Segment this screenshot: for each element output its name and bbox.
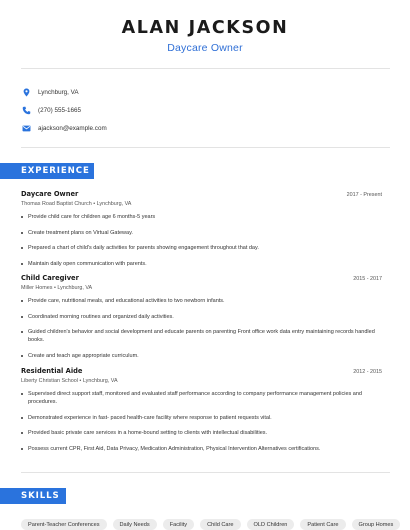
list-item: Guided children's behavior and social development and educate parents on parenting Front office work data entry maintaining records handled books. [21, 328, 382, 344]
job-employer-line: Miller Homes • Lynchburg, VA [21, 285, 93, 291]
job-dates: 2012 - 2015 [353, 369, 382, 375]
job-employer-line: Thomas Road Baptist Church • Lynchburg, VA [21, 201, 132, 207]
job-location: Lynchburg, VA [82, 378, 118, 384]
job-daycare-owner [21, 190, 382, 275]
job-title: Residential Aide [21, 367, 83, 375]
candidate-name: ALAN JACKSON [121, 18, 289, 38]
divider [21, 472, 390, 473]
contact-location [22, 83, 107, 101]
divider [21, 147, 390, 148]
list-item: Provided basic private care services in a home-bound setting to clients with intellectual disabilities. [21, 429, 382, 437]
skill-chip: Group Homes [352, 519, 401, 530]
candidate-title: Daycare Owner [167, 42, 243, 54]
skills-heading: SKILLS [0, 488, 66, 504]
job-employer-line: Liberty Christian School • Lynchburg, VA [21, 378, 118, 384]
job-bullets [21, 213, 382, 268]
contact-phone [22, 101, 107, 119]
skill-chip: Parent-Teacher Conferences [21, 519, 107, 530]
job-location: Lynchburg, VA [96, 201, 132, 207]
job-title: Daycare Owner [21, 190, 79, 198]
list-item: Create treatment plans on Virtual Gateway. [21, 229, 382, 237]
list-item: Maintain daily open communication with parents. [21, 260, 382, 268]
list-item: Create and teach age appropriate curriculum. [21, 352, 382, 360]
phone-icon [22, 106, 31, 115]
location-pin-icon [22, 88, 31, 97]
skills-list [21, 519, 406, 530]
list-item: Demonstrated experience in fast- paced health-care facility where response to patient requests vital. [21, 414, 382, 422]
job-dates: 2015 - 2017 [353, 276, 382, 282]
skill-chip: OLD Children [247, 519, 295, 530]
job-location: Lynchburg, VA [57, 285, 93, 291]
divider [21, 68, 390, 69]
job-residential-aide [21, 367, 382, 460]
list-item: Provide care, nutritional meals, and educational activities to two newborn infants. [21, 297, 382, 305]
job-employer: Miller Homes [21, 285, 53, 291]
contact-location-text: Lynchburg, VA [38, 88, 79, 96]
job-title: Child Caregiver [21, 274, 79, 282]
skill-chip: Daily Needs [113, 519, 157, 530]
list-item: Coordinated morning routines and organized daily activities. [21, 313, 382, 321]
contact-email [22, 119, 107, 137]
list-item: Prepared a chart of child's daily activities for parents showing engagement throughout that day. [21, 244, 382, 252]
experience-heading: EXPERIENCE [0, 163, 94, 179]
job-employer: Liberty Christian School [21, 378, 78, 384]
job-employer: Thomas Road Baptist Church [21, 201, 92, 207]
contact-phone-text: (270) 555-1665 [38, 106, 82, 114]
contact-email-text: ajackson@example.com [38, 124, 107, 132]
skill-chip: Child Care [200, 519, 240, 530]
job-bullets [21, 390, 382, 453]
list-item: Possess current CPR, First Aid, Data Privacy, Medication Administration, Physical Intervention Alternatives certifications. [21, 445, 382, 453]
list-item: Provide child care for children age 6 months-5 years [21, 213, 382, 221]
contact-list [22, 83, 107, 137]
email-icon [22, 124, 31, 133]
list-item: Supervised direct support staff, monitored and evaluated staff performance according to company performance management policies and procedures. [21, 390, 382, 406]
resume-header [0, 18, 410, 54]
skill-chip: Patient Care [300, 519, 345, 530]
job-child-caregiver [21, 274, 382, 367]
job-dates: 2017 - Present [346, 192, 382, 198]
job-bullets [21, 297, 382, 360]
skill-chip: Facility [163, 519, 194, 530]
